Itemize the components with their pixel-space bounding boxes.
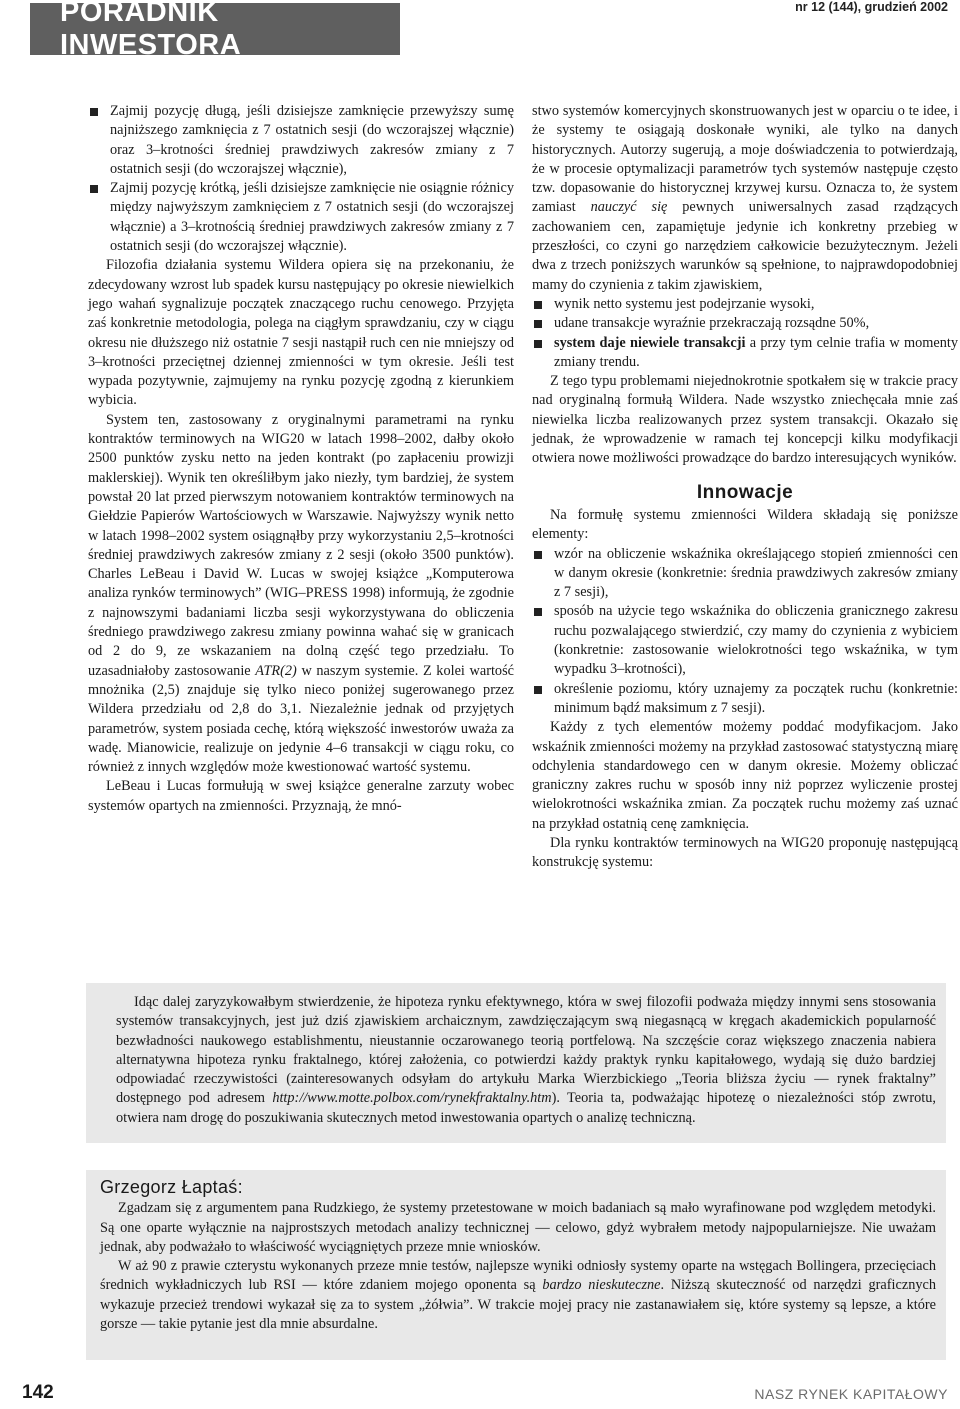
paragraph: Na formułę systemu zmienności Wildera składają się poniższe elementy:	[532, 506, 958, 543]
list-item: Zajmij pozycję krótką, jeśli dzisiejsze zamknięcie nie osiągnie różnicy między najwyższym zamknięciem z 7 ostatnich sesji (do wczorajszej włącznie) a 3–krotnością średniej prawdziwych zakresów zmiany z 7 ostatnich sesji (do wczorajszej włącznie).	[88, 179, 514, 256]
paragraph: Zgadzam się z argumentem pana Rudzkiego, że systemy przetestowane w moich badaniach są mało wyrafinowane pod względem metodyki. Są one oparte wyłącznie na najprostszych metodach analizy technicznej — celowo, gdyż wybrałem metody najpopularniejsze. Nie uważam jednak, aby podważało to właściwość wyciągniętych przeze mnie wniosków.	[100, 1200, 936, 1255]
paragraph: System ten, zastosowany z oryginalnymi parametrami na rynku kontraktów terminowych na WIG20 w latach 1998–2002, dałby około 2500 punktów zysku netto na jeden kontrakt (po zapłaceniu prowizji maklerskiej). Wynik ten określiłbym jako niezły, tym bardziej, że system powstał 20 lat przed pierwszym notowaniem kontraktów terminowych na Giełdzie Papierów Wartościowych w Warszawie. Najwyższy wynik netto w latach 1998–2002 system osiągnąłby przy wykorzystaniu 2,5–krotności średniej prawdziwych zakresów zmiany z 2 sesji (około 3500 punktów). Charles LeBeau i David W. Lucas w swojej książce „Komputerowa analiza rynków terminowych” (WIG–PRESS 1998) informują, że zgodnie z najnowszymi badaniami liczba sesji wykorzystywana do obliczenia średniego prawdziwego zakresu zmiany powinna wahać się w granicach od 2 do 9, ze wskazaniem na dolną część tego przedziału. To uzasadniałoby zastosowanie ATR(2) w naszym systemie. Z kolei wartość mnożnika (2,5) znajduje się tylko nieco poniżej sugerowanego przez Wildera przedziału od 2,8 do 3,1. Niezależnie jednak od przyjętych parametrów, system posiada cechę, którą większość inwestorów uważa za wadę. Mianowicie, realizuje on jedynie 4–6 transakcji w ciągu roku, co również z innych względów może kwestionować wartość systemu.	[88, 411, 514, 776]
list-item: sposób na użycie tego wskaźnika do obliczenia granicznego zakresu ruchu pozwalającego stwierdzić, czy mamy do czynienia z wybiciem (konkretnie: zastosowanie wielokrotności tego wskaźnika, w tym wypadku 3–krotności),	[532, 602, 958, 679]
symptoms-list	[532, 295, 958, 372]
list-item: wynik netto systemu jest podejrzanie wysoki,	[532, 295, 958, 314]
paragraph: Każdy z tych elementów możemy poddać modyfikacjom. Jako wskaźnik zmienności możemy na przykład zastosować statystyczną miarę odchylenia standardowego cen w danym okresie. Możemy obliczać graniczny zakres ruchu w sposób inny niż poprzez wyliczenie prostej wielokrotności wskaźnika zmian. Za początek ruchu możemy zaś uznać na przykład ostatnią cenę zamknięcia.	[532, 719, 958, 832]
paragraph: LeBeau i Lucas formułują w swej książce generalne zarzuty wobec systemów opartych na zmienności. Przyznają, że mnó-	[88, 778, 514, 814]
paragraph: Z tego typu problemami niejednokrotnie spotkałem się w trakcie pracy nad oryginalną formułą Wildera. Nade wszystko zniechęcała mnie zaś niewielka liczba realizowanych przez system transakcji. Okazało się jednak, że wprowadzenie w ramach tej koncepcji kilku modyfikacji otwiera nowe możliwości prowadzące do bardzo interesujących wyników.	[532, 373, 958, 467]
paragraph: stwo systemów komercyjnych skonstruowanych jest w oparciu o te idee, i że systemy te osiągają doskonałe wyniki, ale tylko na danych historycznych. Autorzy sugerują, a moje doświadczenia to potwierdzają, że w procesie optymalizacji parametrów tych systemów następuje często tzw. dopasowanie do historycznej krzywej kursu. Oznacza to, że system zamiast nauczyć się pewnych uniwersalnych zasad rządzących zachowaniem cen, zapamiętuje jedynie ich konkretny przebieg w przeszłości, co czyni go narzędziem całkowicie bezużytecznym. Jeżeli dwa z trzech poniższych warunków są spełnione, to najprawdopodobniej mamy do czynienia z takim zjawiskiem,	[532, 103, 958, 293]
page-header-title	[30, 0, 400, 61]
highlight-box	[86, 983, 946, 1143]
author-heading: Grzegorz Łaptaś:	[100, 1177, 243, 1197]
header-title-text: PORADNIK INWESTORA	[60, 0, 242, 61]
rules-list	[88, 102, 514, 256]
issue-info: nr 12 (144), grudzień 2002	[795, 0, 948, 14]
paragraph: Idąc dalej zaryzykowałbym stwierdzenie, że hipoteza rynku efektywnego, która w swej filozofii podważa między innymi sens stosowania systemów transakcyjnych, jest już dziś zjawiskiem archaicznym, zawdzięczającym swą niegasnącą w kręgach akademickich popularność bezwładności naukowego establishmentu, nieustannie oczarowanego teorią portfelową. Na szczęście coraz większego znaczenia nabiera alternatywna hipoteza rynku fraktalnego, której założenia, co potwierdzi każdy praktyk rynku kapitałowego, wydają się dużo bardziej odpowiadać rzeczywistości (zainteresowanych odsyłam do artykułu Marka Wierzbickiego „Teoria bliższa życiu — rynek fraktalny” dostępnego pod adresem http://www.motte.polbox.com/rynekfraktalny.htm). Teoria ta, podważając hipotezę o niezależności stóp zwrotu, otwiera nam drogę do poszukiwania skutecznych metod inwestowania opartych o analizę techniczną.	[116, 994, 936, 1126]
response-box	[86, 1170, 946, 1360]
list-item: system daje niewiele transakcji a przy tym celnie trafia w momenty zmiany trendu.	[532, 334, 958, 373]
url-link[interactable]: http://www.motte.polbox.com/rynekfraktalny.htm	[272, 1090, 552, 1107]
list-item: udane transakcje wyraźnie przekraczają rozsądne 50%,	[532, 314, 958, 333]
list-item: Zajmij pozycję długą, jeśli dzisiejsze zamknięcie przewyższy sumę najniższego zamknięcia z 7 ostatnich sesji (do wczorajszej włącznie) oraz 3–krotności średniej prawdziwych zakresów zmiany z 7 ostatnich sesji (do wczorajszej włącznie),	[88, 102, 514, 179]
section-heading: Innowacje	[696, 481, 794, 503]
list-item: wzór na obliczenie wskaźnika określającego stopień zmienności cen w danym okresie (konkretnie: średnia prawdziwych zakresów zmiany z 7 sesji),	[532, 545, 958, 603]
paragraph: Filozofia działania systemu Wildera opiera się na przekonaniu, że zdecydowany wzrost lub spadek kursu następujący po okresie niewielkich jego wahań sygnalizuje początek znaczącego ruchu cenowego. Przyjęta zaś konkretnie metodologia, polega na ciągłym sprawdzaniu, czy w ciągu okresu nie dłuższego niż ostatnie 7 sesji nastąpił ruch cen nie mniejszy od 3–krotności przeciętnej dziennej zmienności w tym okresie. Jeśli test wypada pozytywnie, zajmujemy na rynku pozycję zgodną z kierunkiem wybicia.	[88, 257, 514, 409]
page-number: 142	[22, 1382, 54, 1403]
paragraph: Dla rynku kontraktów terminowych na WIG20 proponuję następującą konstrukcję systemu:	[532, 834, 958, 871]
list-item: określenie poziomu, który uznajemy za początek ruchu (konkretnie: minimum bądź maksimum z 7 sesji).	[532, 680, 958, 719]
elements-list	[532, 545, 958, 719]
left-column	[88, 102, 514, 816]
magazine-name: NASZ RYNEK KAPITAŁOWY	[754, 1386, 948, 1402]
right-column	[532, 102, 958, 873]
paragraph: W aż 90 z prawie czterystu wykonanych przeze mnie testów, najlepsze wyniki odniosły systemy oparte na wstęgach Bollingera, przecięciach średnich wykładniczych lub RSI — które zdaniem mojego oponenta są bardzo nieskuteczne. Niższą skuteczność od narzędzi graficznych wykazuje przecież trendowi wykazał się za to system „żółwia”. W trakcie mojej pracy nie zastanawiałem się, które systemy są lepsze, a które gorsze — takie pytanie jest dla mnie absurdalne.	[100, 1258, 936, 1333]
